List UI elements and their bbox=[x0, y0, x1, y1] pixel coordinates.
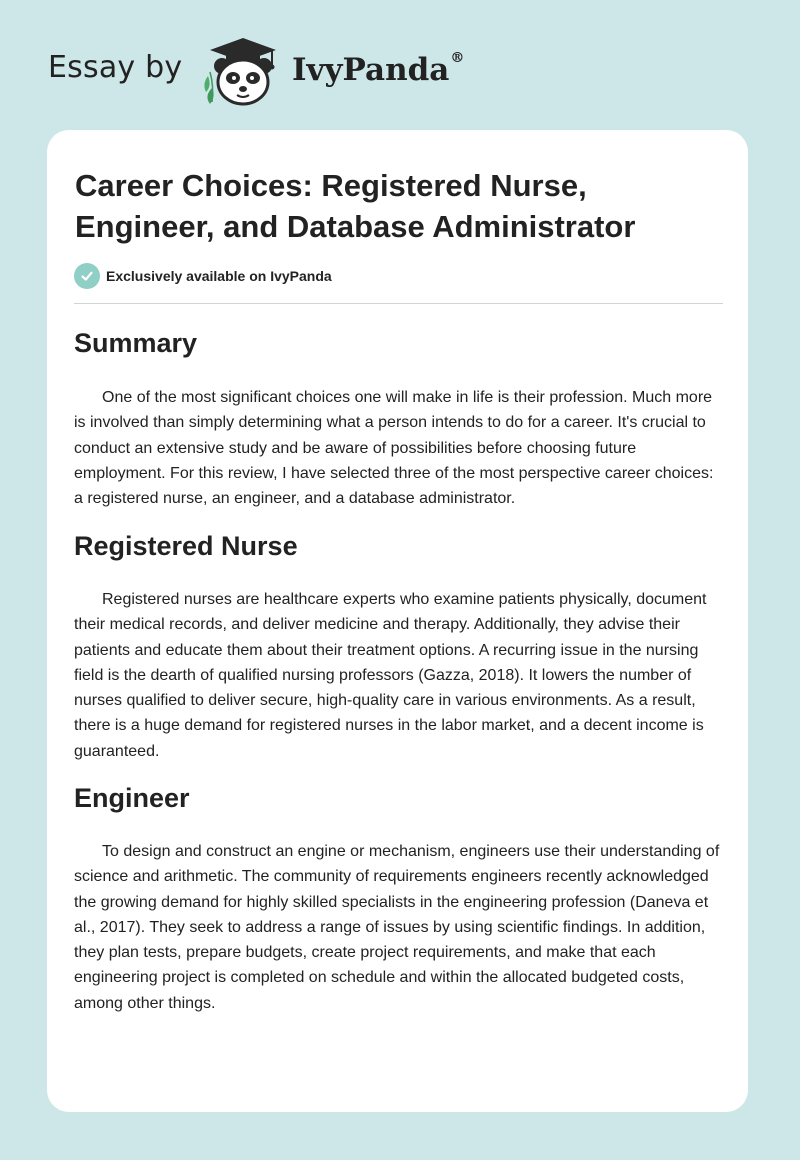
section-heading-summary: Summary bbox=[74, 328, 198, 358]
essay-by-label: Essay by bbox=[48, 50, 183, 85]
article-card bbox=[47, 130, 748, 1112]
checkmark-icon bbox=[74, 263, 100, 289]
registered-mark: ® bbox=[450, 50, 465, 66]
section-heading-engineer: Engineer bbox=[74, 783, 190, 813]
site-header bbox=[0, 0, 800, 130]
title-divider bbox=[74, 303, 723, 304]
section-heading-registered-nurse: Registered Nurse bbox=[74, 531, 298, 561]
exclusive-badge-label: Exclusively available on IvyPanda bbox=[106, 268, 332, 284]
article-title: Career Choices: Registered Nurse, Engineer, and Database Administrator bbox=[75, 168, 636, 244]
section-body-registered-nurse: Registered nurses are healthcare experts who examine patients physically, document their medical records, and deliver medicine and therapy. Additionally, they advise their patients and educate them about their treatment options. A recurring issue in the nursing field is the dearth of qualified nursing professors (Gazza, 2018). It lowers the number of nurses qualified to deliver secure, high-quality care in various environments. As a result, there is a huge demand for registered nurses in the labor market, and a decent income is guaranteed. bbox=[74, 591, 707, 760]
section-body-summary: One of the most significant choices one will make in life is their profession. Much more is involved than simply determining what a person intends to do for a career. It's crucial to conduct an extensive study and be aware of possibilities before choosing future employment. For this review, I have selected three of the most perspective career choices: a registered nurse, an engineer, and a database administrator. bbox=[74, 389, 714, 508]
ivypanda-logo-icon[interactable] bbox=[200, 36, 286, 108]
section-body-engineer: To design and construct an engine or mechanism, engineers use their understanding of science and arithmetic. The community of requirements engineers recently acknowledged the growing demand for highly skilled specialists in the engineering profession (Daneva et al., 2017). They seek to address a range of issues by using scientific findings. In addition, they plan tests, prepare budgets, create project requirements, and make that each engineering project is completed on schedule and within the allocated budgeted costs, among other things. bbox=[74, 843, 720, 1012]
exclusive-badge bbox=[74, 263, 332, 289]
ivypanda-brand-name[interactable]: IvyPanda® bbox=[292, 50, 465, 88]
